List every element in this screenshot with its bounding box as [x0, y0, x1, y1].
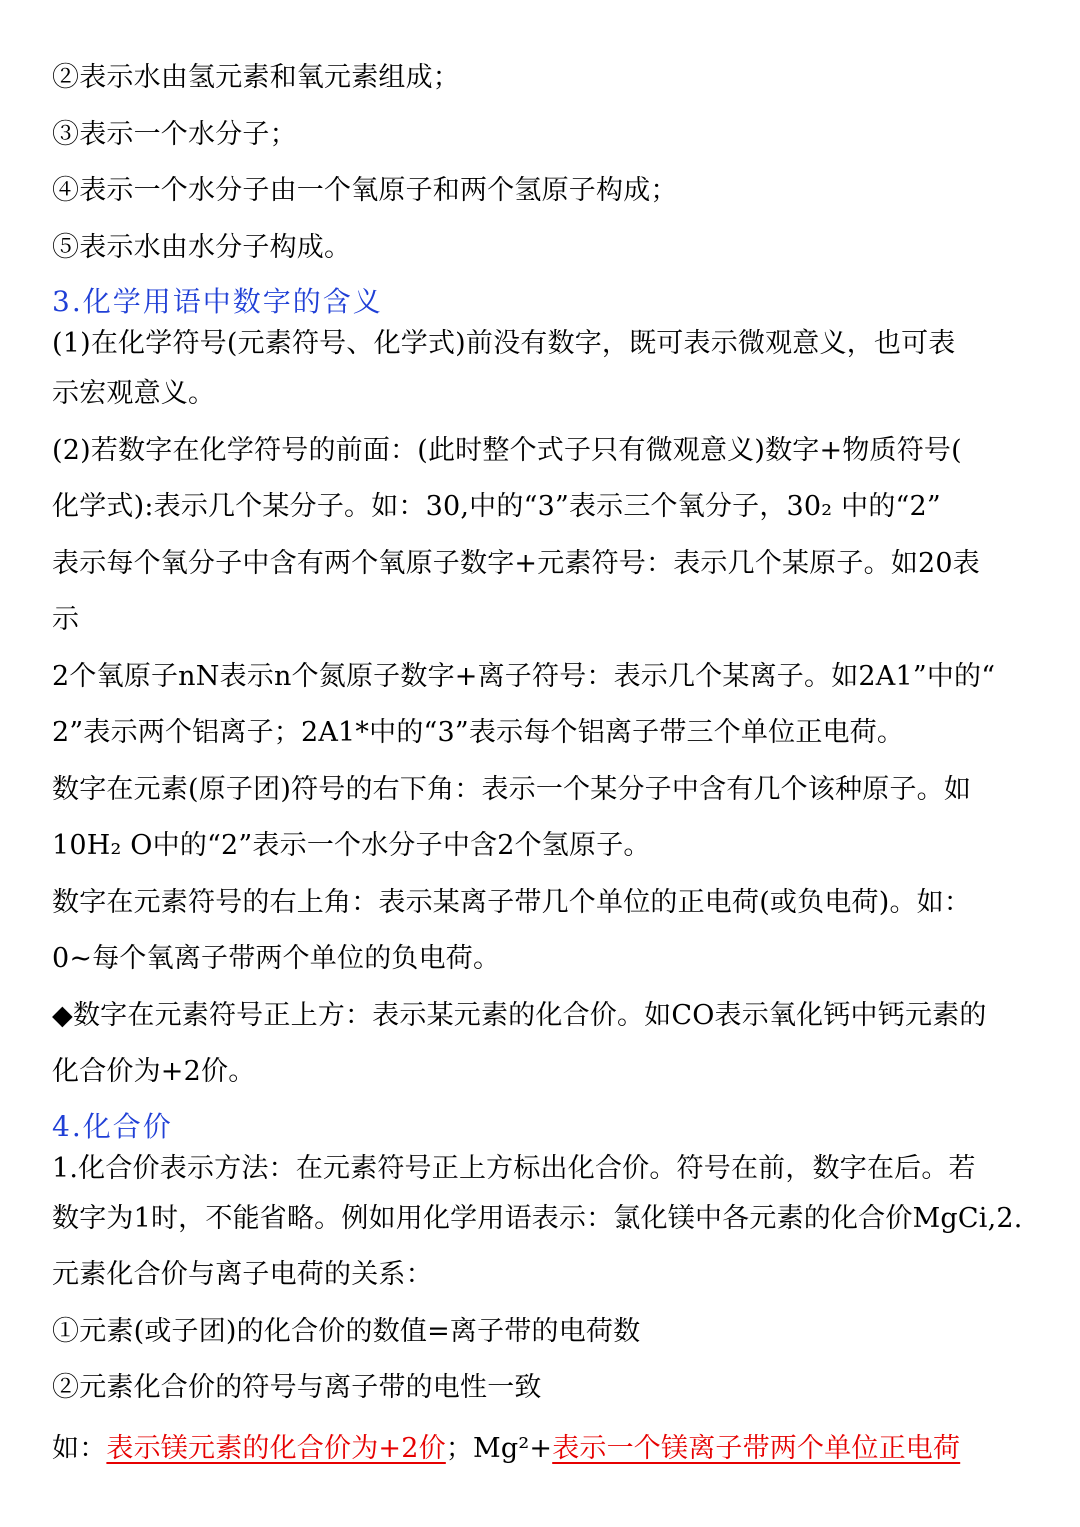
text-line: 元素化合价与离子电荷的关系：: [52, 1259, 433, 1290]
text-line: 0~每个氧离子带两个单位的负电荷。: [52, 943, 501, 974]
text-line: (1)在化学符号(元素符号、化学式)前没有数字，既可表示微观意义，也可表: [52, 328, 956, 359]
emphasis-ion-charge: 表示一个镁离子带两个单位正电荷: [552, 1432, 961, 1464]
text-line: ◆数字在元素符号正上方：表示某元素的化合价。如CO表示氧化钙中钙元素的: [52, 999, 987, 1031]
text-line: (2)若数字在化学符号的前面：(此时整个式子只有微观意义)数字+物质符号(: [52, 434, 962, 466]
text-line: ②表示水由氢元素和氧元素组成；: [52, 62, 460, 93]
text-line: 10H₂ O中的“2”表示一个水分子中含2个氢原子。: [52, 830, 651, 861]
text-line: 数字为1时，不能省略。例如用化学用语表示：氯化镁中各元素的化合价MgCi,2.: [52, 1202, 1023, 1234]
text-line: ④表示一个水分子由一个氧原子和两个氢原子构成；: [52, 175, 678, 206]
text-line: 1.化合价表示方法：在元素符号正上方标出化合价。符号在前，数字在后。若: [52, 1152, 976, 1184]
text-line: 2”表示两个铝离子；2A1*中的“3”表示每个铝离子带三个单位正电荷。: [52, 717, 905, 748]
example-prefix: 如：: [52, 1432, 107, 1464]
section-4-heading: 4.化合价: [52, 1109, 173, 1143]
text-line: 数字在元素(原子团)符号的右下角：表示一个某分子中含有几个该种原子。如: [52, 773, 972, 805]
text-line: 2个氧原子nN表示n个氮原子数字+离子符号：表示几个某离子。如2A1”中的“: [52, 660, 996, 692]
text-line: 化合价为+2价。: [52, 1056, 256, 1087]
text-line: ⑤表示水由水分子构成。: [52, 231, 352, 263]
text-line: 表示每个氧分子中含有两个氧原子数字+元素符号：表示几个某原子。如20表: [52, 547, 980, 579]
text-line: 化学式):表示几个某分子。如：30,中的“3”表示三个氧分子，30₂ 中的“2”: [52, 491, 941, 522]
document-page: [52, 50, 1052, 1477]
text-line: 示宏观意义。: [52, 378, 216, 409]
example-line: [52, 1421, 1052, 1478]
text-line: 示: [52, 604, 80, 635]
text-line: ①元素(或子团)的化合价的数值=离子带的电荷数: [52, 1315, 641, 1347]
emphasis-valence: 表示镁元素的化合价为+2价: [106, 1432, 446, 1464]
text-line: ③表示一个水分子；: [52, 118, 297, 150]
text-line: 数字在元素符号的右上角：表示某离子带几个单位的正电荷(或负电荷)。如：: [52, 886, 972, 918]
section-3-heading: 3.化学用语中数字的含义: [52, 285, 383, 318]
example-separator: ；Mg²+: [445, 1432, 553, 1464]
text-line: ②元素化合价的符号与离子带的电性一致: [52, 1372, 542, 1403]
